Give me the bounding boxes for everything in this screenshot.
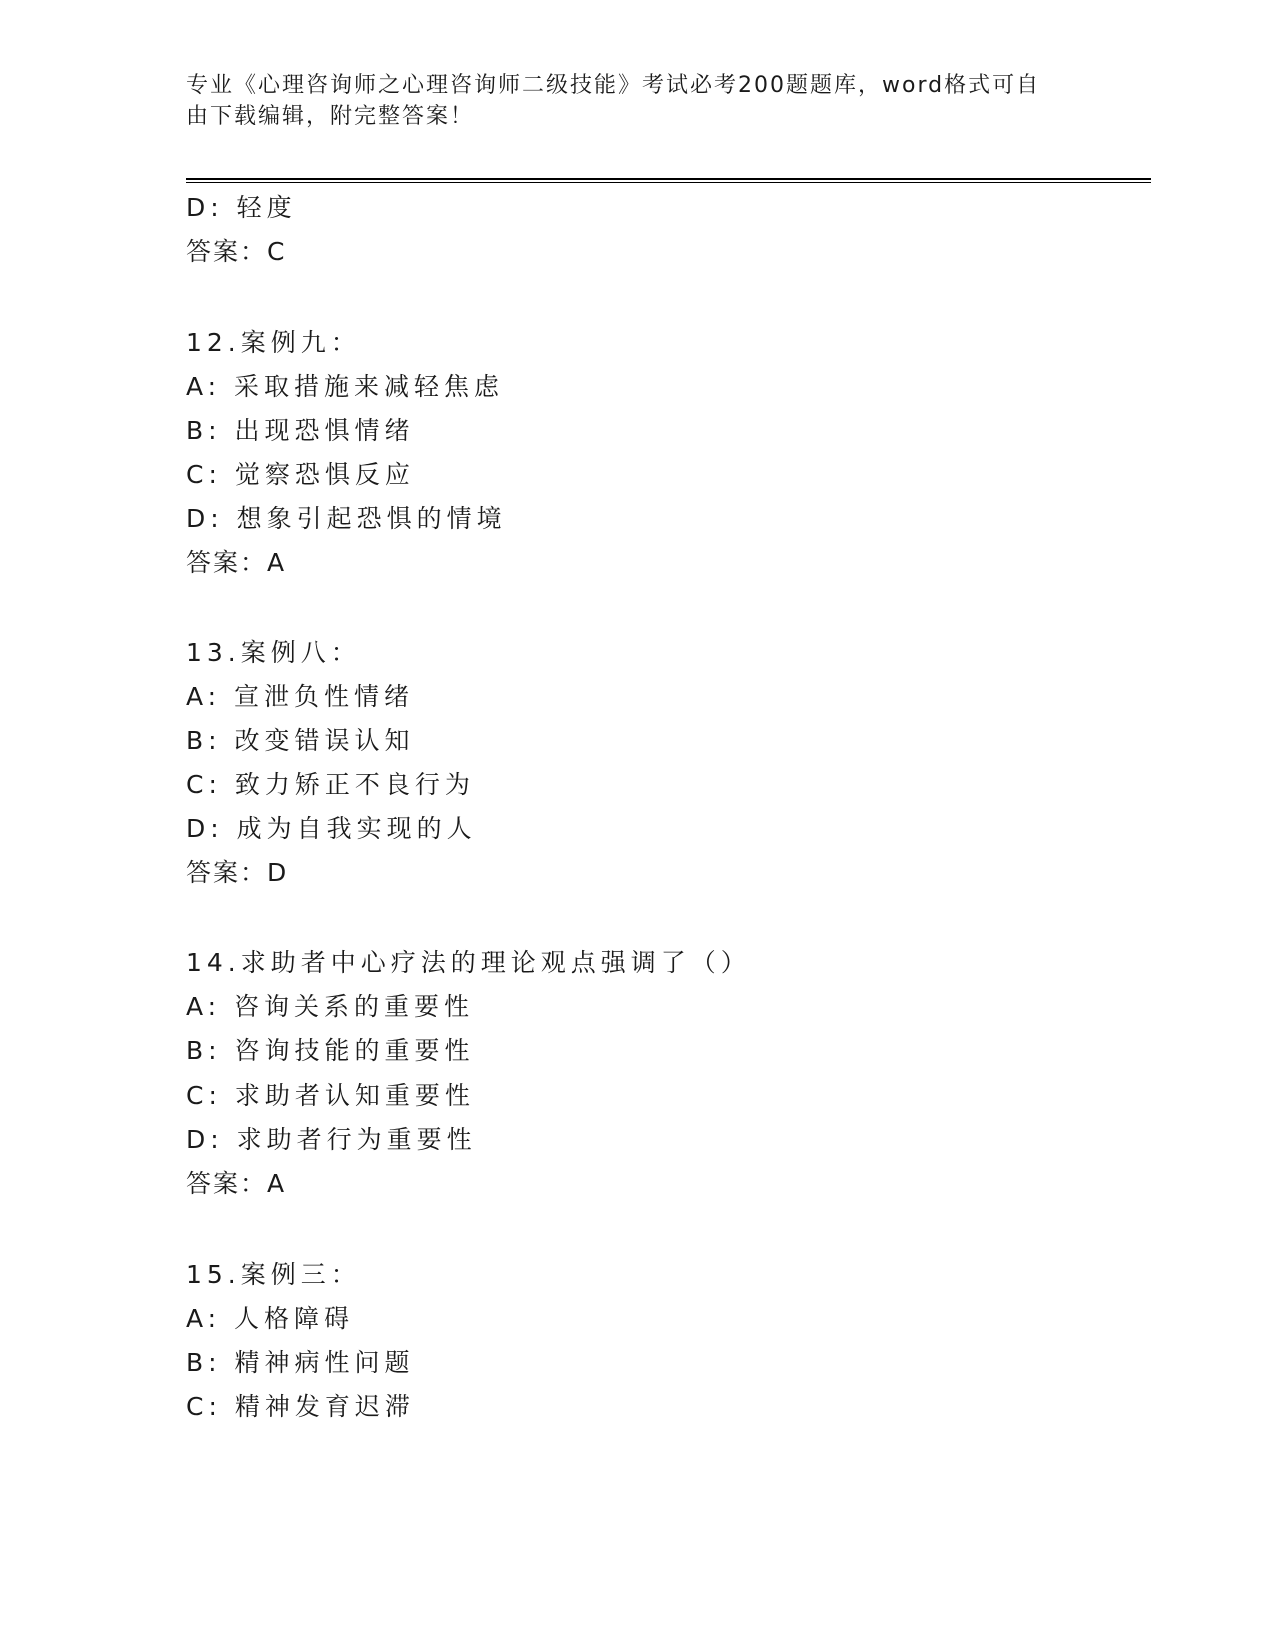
question-14-stem: 14.求助者中心疗法的理论观点强调了（）: [186, 948, 751, 977]
question-13-option-a: A: 宣泄负性情绪: [186, 682, 415, 711]
question-15-stem: 15.案例三：: [186, 1260, 361, 1289]
question-12-answer: 答案：A: [186, 548, 287, 577]
question-12-stem: 12.案例九：: [186, 328, 361, 357]
question-14-option-c: C: 求助者认知重要性: [186, 1081, 475, 1110]
header-line-1: 专业《心理咨询师之心理咨询师二级技能》考试必考200题题库，word格式可自: [186, 73, 1041, 98]
question-13-answer: 答案：D: [186, 858, 289, 887]
header-line-2: 由下载编辑，附完整答案！: [186, 104, 475, 129]
question-12-option-d: D: 想象引起恐惧的情境: [186, 504, 507, 533]
question-13-stem: 13.案例八：: [186, 638, 361, 667]
question-13-option-b: B: 改变错误认知: [186, 726, 415, 755]
question-12-option-a: A: 采取措施来减轻焦虑: [186, 372, 505, 401]
question-12-option-c: C: 觉察恐惧反应: [186, 460, 415, 489]
question-14-option-a: A: 咨询关系的重要性: [186, 992, 475, 1021]
question-15-option-a: A: 人格障碍: [186, 1304, 355, 1333]
question-13-option-c: C: 致力矫正不良行为: [186, 770, 475, 799]
question-13-option-d: D: 成为自我实现的人: [186, 814, 477, 843]
question-12-option-b: B: 出现恐惧情绪: [186, 416, 415, 445]
question-15-option-b: B: 精神病性问题: [186, 1348, 415, 1377]
prev-answer: 答案：C: [186, 237, 287, 266]
question-15-option-c: C: 精神发育迟滞: [186, 1392, 415, 1421]
question-14-option-d: D: 求助者行为重要性: [186, 1125, 477, 1154]
header-divider: [186, 178, 1151, 183]
question-14-option-b: B: 咨询技能的重要性: [186, 1036, 475, 1065]
prev-option-d: D: 轻度: [186, 193, 297, 222]
document-header: [186, 70, 1066, 132]
question-14-answer: 答案：A: [186, 1169, 287, 1198]
